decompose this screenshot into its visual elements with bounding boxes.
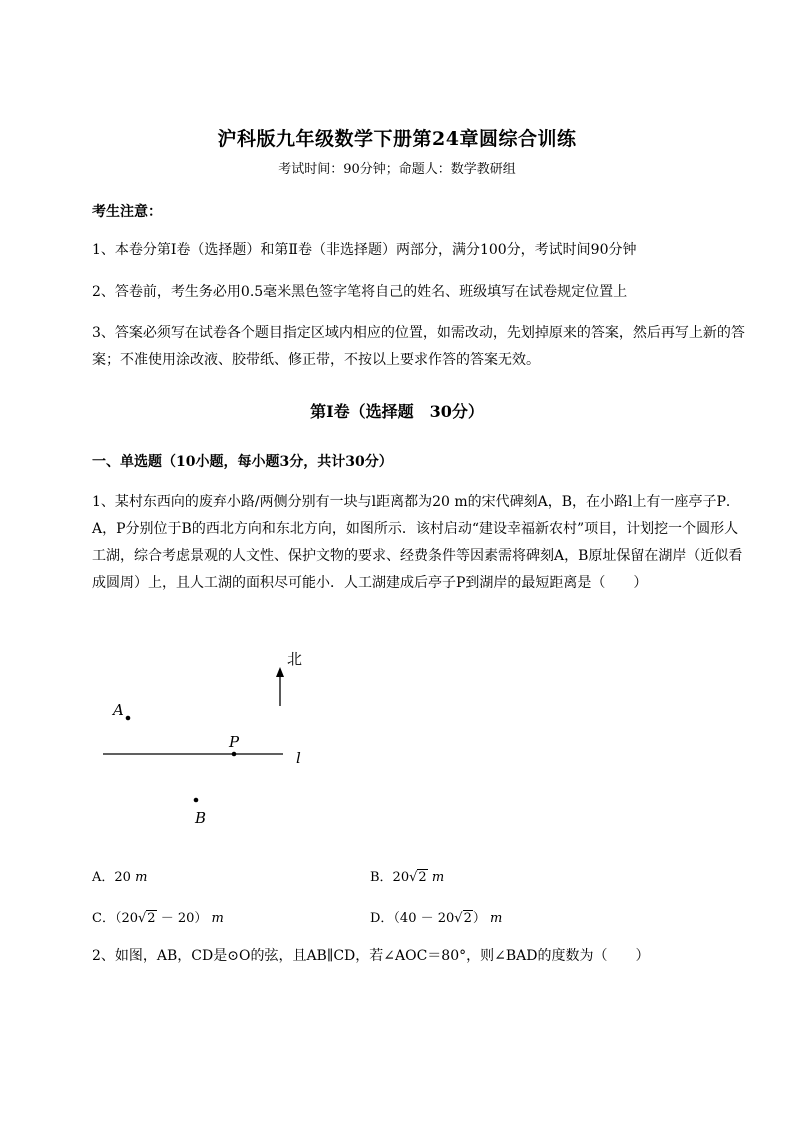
point-p <box>232 752 237 757</box>
notice-item-2: 2、答卷前，考生务必用0.5毫米黑色签字笔将自己的姓名、班级填写在试卷规定位置上 <box>92 284 628 300</box>
section-title: 第I卷（选择题 30分） <box>310 402 484 421</box>
notice-item-1: 1、本卷分第I卷（选择题）和第Ⅱ卷（非选择题）两部分，满分100分，考试时间90分钟 <box>92 242 637 258</box>
sqrt-icon: √ <box>454 911 463 926</box>
option-b[interactable] <box>370 866 444 885</box>
sqrt-icon: √ <box>138 911 147 926</box>
north-arrow-icon <box>276 667 284 677</box>
label-b: B <box>195 809 207 827</box>
notice-item-3: 3、答案必须写在试卷各个题目指定区域内相应的位置，如需改动，先划掉原来的答案，然后再写上新的答案；不准使用涂改液、胶带纸、修正带，不按以上要求作答的答案无效。 <box>92 325 745 368</box>
option-a-unit: m <box>135 870 148 885</box>
notice-heading: 考生注意： <box>92 204 162 220</box>
label-l: l <box>296 749 301 767</box>
option-d[interactable] <box>370 907 502 926</box>
label-a: A <box>113 701 124 719</box>
option-c-unit: m <box>211 911 224 926</box>
page-title: 沪科版九年级数学下册第24章圆综合训练 <box>217 128 577 150</box>
option-b-unit: m <box>431 870 445 885</box>
option-d-radicand: 2 <box>463 911 472 926</box>
option-a-text: A．20 <box>92 870 131 885</box>
sqrt-icon: √ <box>409 870 418 885</box>
option-d-prefix: D．（40 － 20 <box>370 911 455 926</box>
option-c[interactable] <box>92 907 224 926</box>
exam-subtitle: 考试时间：90分钟；命题人：数学教研组 <box>278 162 516 177</box>
option-c-prefix: C．（20 <box>92 911 138 926</box>
option-c-suffix: － 20） <box>156 911 208 926</box>
option-d-unit: m <box>490 911 503 926</box>
question-2-text: 2、如图，AB，CD是⊙O的弦，且AB∥CD，若∠AOC＝80°，则∠BAD的度数为（ ） <box>92 948 650 964</box>
north-label: 北 <box>287 650 303 668</box>
option-a[interactable] <box>92 866 147 885</box>
label-p: P <box>229 733 240 751</box>
option-c-radicand: 2 <box>147 911 156 926</box>
point-b <box>194 798 199 803</box>
option-d-suffix: ） <box>472 911 486 926</box>
point-a <box>126 716 131 721</box>
option-b-radicand: 2 <box>418 870 427 885</box>
part-heading: 一、单选题（10小题，每小题3分，共计30分） <box>92 454 393 470</box>
question-1-figure <box>90 640 330 840</box>
option-b-text: B．20 <box>370 870 410 885</box>
question-1-text: 1、某村东西向的废弃小路/两侧分别有一块与l距离都为20 m的宋代碑刻A，B，在小路l上有一座亭子P． A，P分别位于B的西北方向和东北方向，如图所示．该村启动“建设幸福新农村”项目，计划挖一个圆形人工湖，综合考虑景观的人文性、保护文物的要求、经费条件等因素需将碑刻A，B原址保留在湖岸（近似看成圆周）上，且人工湖的面积尽可能小．人工湖建成后亭子P到湖岸的最短距离是（ ） <box>92 494 743 591</box>
